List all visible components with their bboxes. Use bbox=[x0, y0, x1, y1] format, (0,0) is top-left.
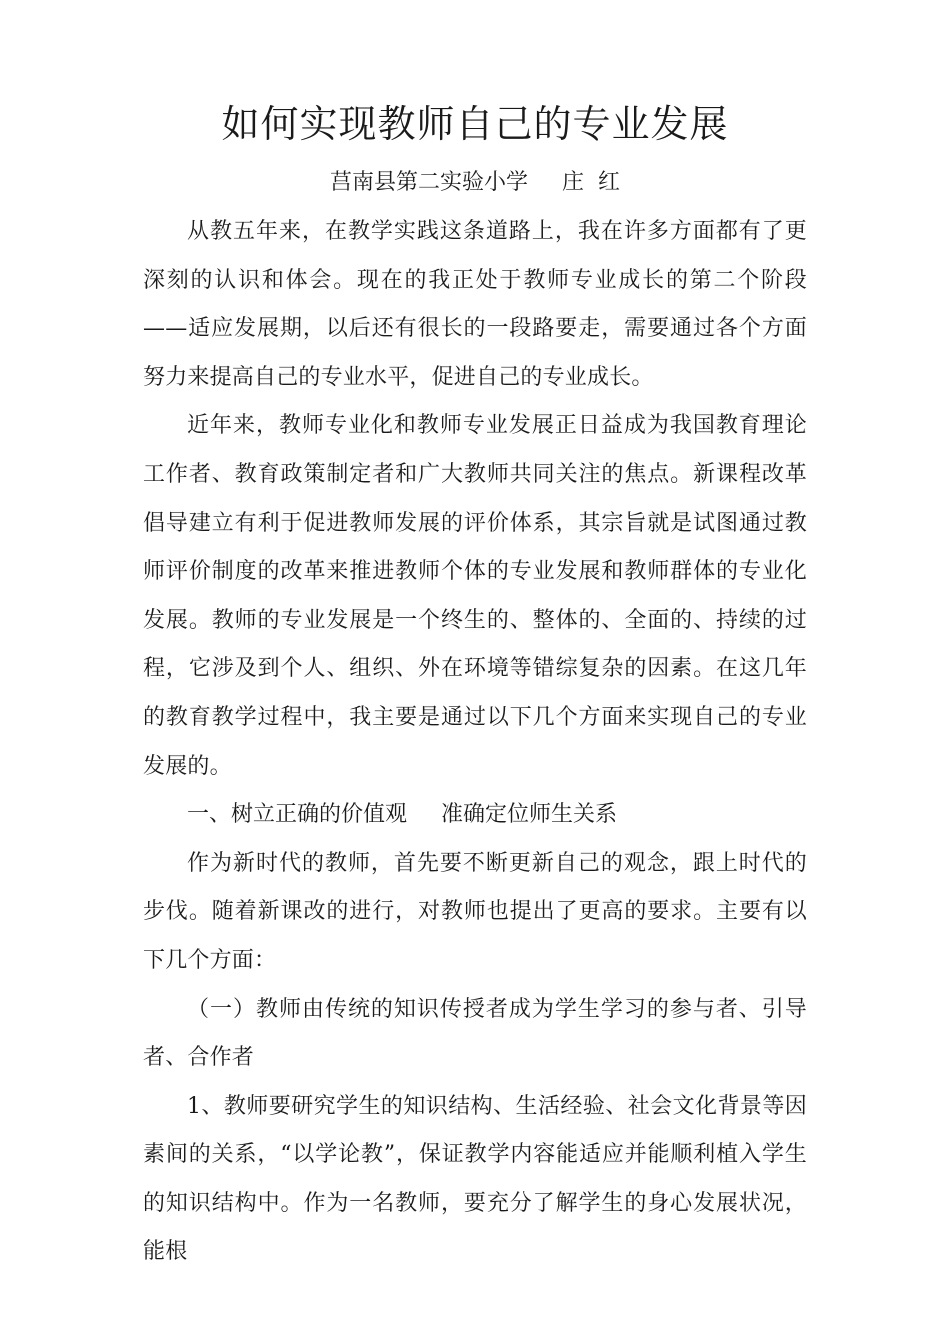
byline bbox=[143, 162, 807, 204]
document-title: 如何实现教师自己的专业发展 bbox=[221, 102, 729, 146]
paragraph-3: 作为新时代的教师，首先要不断更新自己的观念，跟上时代的步伐。随着新课改的进行，对教师也提出了更高的要求。主要有以下几个方面： bbox=[143, 850, 807, 973]
school-name: 莒南县第二实验小学 bbox=[329, 170, 528, 195]
section-heading-1 bbox=[143, 791, 807, 840]
paragraph-2: 近年来，教师专业化和教师专业发展正日益成为我国教育理论工作者、教育政策制定者和广大教师共同关注的焦点。新课程改革倡导建立有利于促进教师发展的评价体系，其宗旨就是试图通过教师评价制度的改革来推进教师个体的专业发展和教师群体的专业化发展。教师的专业发展是一个终生的、整体的、全面的、持续的过程，它涉及到个人、组织、外在环境等错综复杂的因素。在这几年的教育教学过程中，我主要是通过以下几个方面来实现自己的专业发展的。 bbox=[143, 413, 807, 779]
section-heading-part2: 准确定位师生关系 bbox=[441, 802, 618, 828]
paragraph-4: 1、教师要研究学生的知识结构、生活经验、社会文化背景等因素间的关系，“以学论教”，保证教学内容能适应并能顺利植入学生的知识结构中。作为一名教师，要充分了解学生的身心发展状况，能根 bbox=[143, 1093, 807, 1265]
subheading-1: （一）教师由传统的知识传授者成为学生学习的参与者、引导者、合作者 bbox=[143, 996, 807, 1071]
paragraph-1: 从教五年来，在教学实践这条道路上，我在许多方面都有了更深刻的认识和体会。现在的我正处于教师专业成长的第二个阶段——适应发展期，以后还有很长的一段路要走，需要通过各个方面努力来提高自己的专业水平，促进自己的专业成长。 bbox=[143, 219, 807, 390]
section-heading-part1: 一、树立正确的价值观 bbox=[187, 802, 408, 828]
author-name: 庄 红 bbox=[562, 170, 620, 195]
document-page bbox=[143, 96, 807, 1277]
